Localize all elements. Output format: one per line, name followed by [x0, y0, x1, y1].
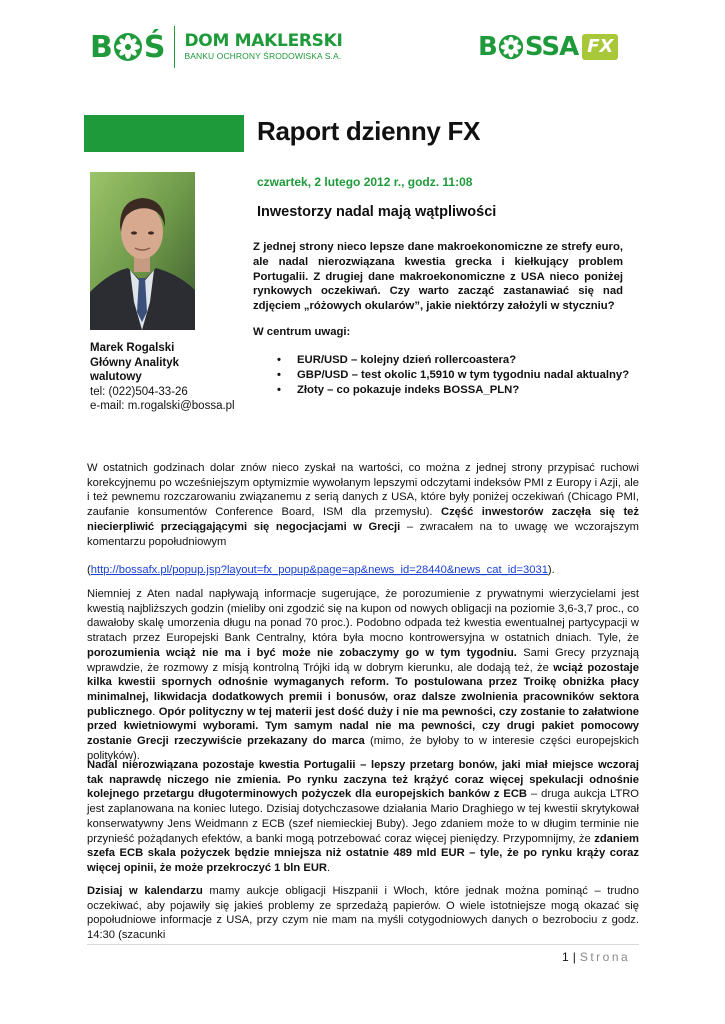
body-paragraph-3: [87, 758, 639, 876]
logo-divider: [174, 26, 175, 68]
focus-title: W centrum uwagi:: [253, 326, 351, 338]
analyst-info: [90, 341, 235, 414]
analyst-phone: tel: (022)504-33-26: [90, 385, 188, 398]
flower-icon: [113, 32, 143, 62]
fx-badge: FX: [582, 34, 618, 60]
dm-title: DOM MAKLERSKI: [184, 31, 343, 51]
text-run: W ostatnich godzinach dolar znów nieco zyskał na wartości, co można z jednej strony przypisać ruchowi korekcyjnemu po wcześniejszym optymizmie wywołanym lepszymi odczytami indeksów PMI z Europy i Azji, ale i też pewnemu rozczarowaniu związanemu z serią danych z USA, które były poniżej oczekiwań (Chicago PMI, zaufanie konsumentów Conference Board, ISM dla przemysłu).: [87, 462, 639, 519]
text-run: .: [152, 705, 159, 718]
page-number-value: 1: [562, 950, 569, 964]
dm-subtitle: BANKU OCHRONY ŚRODOWISKA S.A.: [184, 51, 342, 61]
page-number: [562, 950, 630, 964]
footer-divider: [87, 944, 639, 945]
text-run: – druga aukcja LTRO jest zaplanowana na koniec lutego. Dzisiaj dotychczasowe działania Mario Draghiego w tej kwestii skrytykował konserwatywny Jens Weidmann z ECB (szef niemieckiej Buby). Jego zdaniem może to w długim terminie nie przynieść pożądanych efektów, a banki mogą potrzebować coraz więcej pieniędzy. Przypomnijmy, że: [87, 788, 639, 845]
analyst-photo: [90, 172, 195, 330]
focus-item: • Złoty – co pokazuje indeks BOSSA_PLN?: [277, 383, 629, 398]
text-run-bold: Dzisiaj w kalendarzu: [87, 885, 203, 897]
title-accent-bar: [84, 115, 244, 152]
page-label: Strona: [579, 950, 631, 964]
bossa-word: [478, 32, 578, 62]
bossa-letters-ssa: SSA: [524, 32, 579, 62]
text-run: Sami Grecy przyznają wprawdzie, że rozmowy z misją kontrolną Trójki idą w dobrym kierunku, ale dodają też, że: [87, 646, 640, 674]
link-paragraph: [87, 563, 639, 578]
bos-logo: [90, 26, 343, 68]
text-run-bold: wciąż pozostaje kilka kwestii spornych odnośnie wymaganych reform. To postulowana przez Troikę obniżka płacy minimalnej, likwidacja dodatkowych premii i bonusów, oraz dalsze zwolnienia pracowników sektora publicznego: [87, 661, 639, 718]
focus-item: • EUR/USD – kolejny dzień rollercoastera?: [277, 353, 629, 368]
report-title: Raport dzienny FX: [257, 116, 481, 146]
bos-letter-s: Ś: [143, 29, 165, 65]
text-run: mamy aukcje obligacji Hiszpanii i Włoch, które jednak można pominąć – trudno oczekiwać, aby pojawiły się jakieś problemy ze sprzedażą papierów. O wiele istotniejsze mogą okazać się popołudniowe informacje z USA, przy czym nie mam na myśli cotygodniowych danych o bezrobociu z godz. 14:30 (szacunki: [87, 885, 640, 942]
text-run: Niemniej z Aten nadal napływają informacje sugerujące, że porozumienie z prywatnymi wierzycielami jest kwestią najbliższych godzin (mieliby oni zgodzić się na kupon od nowych obligacji na poziomie 3,6-3,7 proc., co dawałoby skalę umorzenia długu na ponad 70 proc.). Podobno odpada też kwestia ewentualnej partycypacji w stratach przez Europejski Bank Centralny, która była mocno kontrowersyjna w ostatnich dniach. Tyle, że: [87, 588, 639, 645]
analyst-email[interactable]: e-mail: m.rogalski@bossa.pl: [90, 400, 235, 412]
dm-text: [184, 32, 342, 62]
bossa-letter-b: B: [478, 32, 497, 62]
link-close-paren: ).: [547, 564, 555, 576]
flower-icon: [498, 34, 524, 60]
page-separator: |: [572, 950, 576, 964]
text-run-bold: Opór polityczny w tej materii jest dość duży i nie ma pewności, czy zostanie to załatwione przed kwietniowymi wyborami. Tym samym nadal nie ma pewności, czy drugi pakiet pomocowy zostanie Grecji rzeczywiście przekazany do marca: [87, 705, 639, 748]
focus-item: • GBP/USD – test okolic 1,5910 w tym tygodniu nadal aktualny?: [277, 368, 629, 383]
body-paragraph-1: [87, 461, 639, 549]
body-paragraph-4: [87, 884, 639, 943]
body-paragraph-2: [87, 587, 639, 763]
analyst-role-line1: Główny Analityk: [90, 356, 180, 369]
report-headline: Inwestorzy nadal mają wątpliwości: [257, 204, 497, 220]
text-run-bold: zdaniem szefa ECB skala pożyczek będzie mniejsza niż ostatnie 489 mld EUR – tyle, że po rynku krąży coraz więcej opinii, że może przekroczyć 1 bln EUR: [87, 832, 639, 874]
bossa-fx-logo: [478, 32, 618, 62]
bos-letter-b: B: [90, 29, 112, 65]
text-run: – zwracałem na to uwagę we wczorajszym komentarzu popołudniowym: [87, 520, 639, 548]
text-run-bold: Część inwestorów zaczęła się też niecierpliwić przeciągającymi się negocjacjami w Grecji: [87, 506, 640, 533]
analyst-role-line2: walutowy: [90, 371, 142, 383]
focus-list: [277, 353, 629, 398]
text-run-bold: porozumienia wciąż nie ma i być może nie zobaczymy go w tym tygodniu.: [87, 646, 517, 659]
bos-logo-word: [90, 30, 164, 65]
analyst-photo-image: [90, 172, 195, 330]
article-link[interactable]: http://bossafx.pl/popup.jsp?layout=fx_popup&page=ap&news_id=28440&news_cat_id=3031: [90, 564, 548, 576]
text-run-bold: Nadal nierozwiązana pozostaje kwestia Portugalii – lepszy przetarg bonów, jaki miał miejsce wczoraj tak naprawdę niczego nie zmienia. Po rynku zaczyna też krążyć coraz więcej spekulacji odnośnie kolejnego przetargu długoterminowych pożyczek dla europejskich banków z ECB: [87, 759, 639, 801]
text-run: .: [326, 861, 331, 874]
report-date: czwartek, 2 lutego 2012 r., godz. 11:08: [257, 175, 473, 189]
lead-paragraph: Z jednej strony nieco lepsze dane makroekonomiczne ze strefy euro, ale nadal nierozwiązana kwestia grecka i kiełkujący problem Portugalii. Z drugiej dane makroekonomiczne z USA nieco poniżej rynkowych oczekiwań. Czy warto zacząć zastanawiać się nad zdjęciem „różowych okularów”, jakie niektórzy założyli w styczniu?: [253, 241, 623, 313]
link-open-paren: (: [87, 564, 91, 576]
text-run: (mimo, że byłoby to w interesie części europejskich polityków).: [87, 735, 639, 762]
analyst-name: Marek Rogalski: [90, 342, 175, 354]
